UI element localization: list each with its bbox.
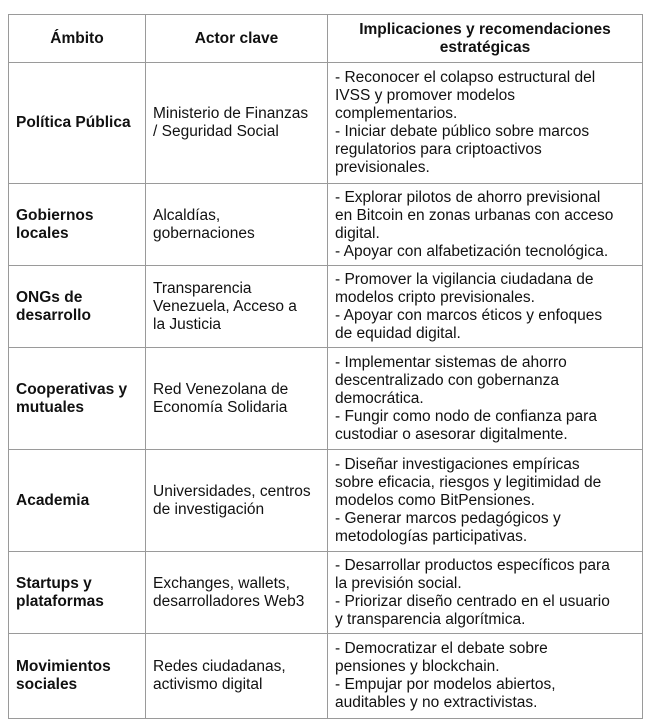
header-implicaciones: Implicaciones y recomendaciones estratégicas [328, 15, 643, 63]
cell-ambito: Política Pública [9, 63, 146, 184]
cell-ambito: Academia [9, 450, 146, 552]
cell-ambito: Cooperativas y mutuales [9, 348, 146, 450]
cell-ambito: Movimientos sociales [9, 634, 146, 719]
cell-implicaciones: - Reconocer el colapso estructural del IVSS y promover modelos complementarios. - Iniciar debate público sobre marcos regulatorios para criptoactivos previsionales. [328, 63, 643, 184]
table-row [9, 184, 643, 266]
cell-actor: Redes ciudadanas, activismo digital [146, 634, 328, 719]
cell-implicaciones: - Democratizar el debate sobre pensiones y blockchain. - Empujar por modelos abiertos, auditables y no extractivistas. [328, 634, 643, 719]
cell-implicaciones: - Diseñar investigaciones empíricas sobre eficacia, riesgos y legitimidad de modelos como BitPensiones. - Generar marcos pedagógicos y metodologías participativas. [328, 450, 643, 552]
stakeholder-table [8, 14, 643, 719]
cell-actor: Exchanges, wallets, desarrolladores Web3 [146, 552, 328, 634]
table-row [9, 552, 643, 634]
cell-actor: Ministerio de Finanzas / Seguridad Social [146, 63, 328, 184]
cell-actor: Red Venezolana de Economía Solidaria [146, 348, 328, 450]
cell-ambito: Startups y plataformas [9, 552, 146, 634]
header-actor: Actor clave [146, 15, 328, 63]
header-row [9, 15, 643, 63]
cell-actor: Alcaldías, gobernaciones [146, 184, 328, 266]
cell-implicaciones: - Promover la vigilancia ciudadana de modelos cripto previsionales. - Apoyar con marcos éticos y enfoques de equidad digital. [328, 266, 643, 348]
cell-implicaciones: - Desarrollar productos específicos para la previsión social. - Priorizar diseño centrado en el usuario y transparencia algorítmica. [328, 552, 643, 634]
cell-actor: Transparencia Venezuela, Acceso a la Justicia [146, 266, 328, 348]
cell-ambito: Gobiernos locales [9, 184, 146, 266]
cell-actor: Universidades, centros de investigación [146, 450, 328, 552]
cell-ambito: ONGs de desarrollo [9, 266, 146, 348]
table-row [9, 348, 643, 450]
header-ambito: Ámbito [9, 15, 146, 63]
table-row [9, 450, 643, 552]
table-row [9, 634, 643, 719]
table-row [9, 266, 643, 348]
table-row [9, 63, 643, 184]
cell-implicaciones: - Explorar pilotos de ahorro previsional en Bitcoin en zonas urbanas con acceso digital. - Apoyar con alfabetización tecnológica. [328, 184, 643, 266]
cell-implicaciones: - Implementar sistemas de ahorro descentralizado con gobernanza democrática. - Fungir como nodo de confianza para custodiar o asesorar digitalmente. [328, 348, 643, 450]
